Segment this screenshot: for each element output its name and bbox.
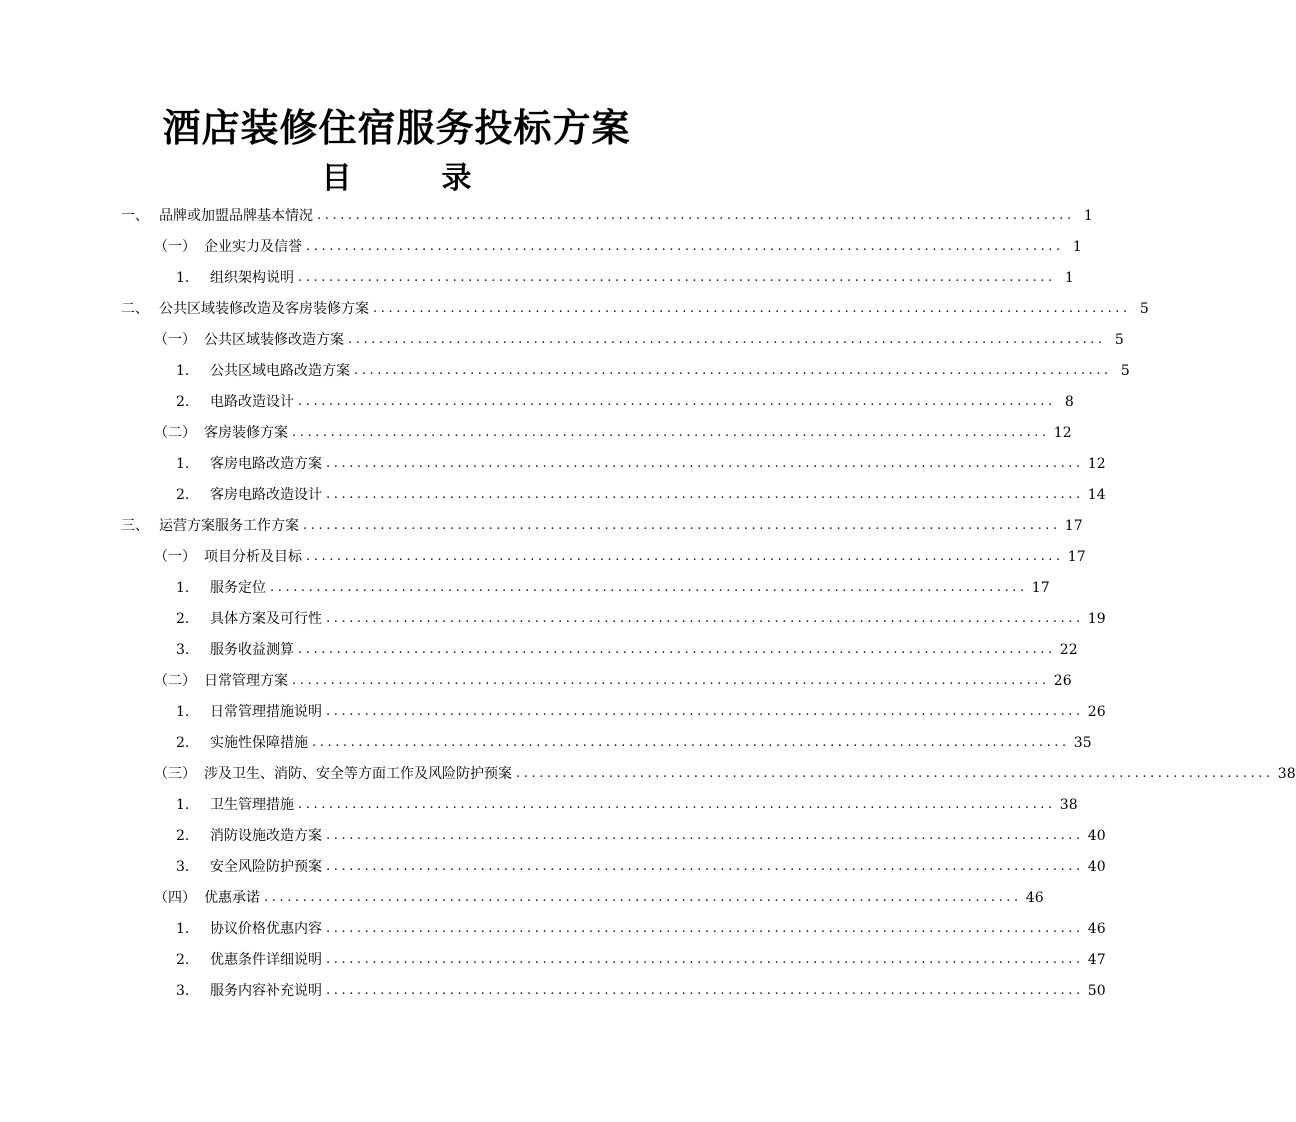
toc-page-number: 40 — [1087, 859, 1106, 875]
toc-number: 1. — [176, 704, 190, 720]
toc-entry-2-1-2[interactable] — [176, 390, 1074, 412]
toc-leader-dots: .................................................................................................. — [270, 580, 1028, 595]
toc-leader-dots: .................................................................................................. — [306, 239, 1064, 254]
toc-entry-2-2-1[interactable] — [176, 452, 1106, 474]
toc-page-number: 17 — [1064, 518, 1083, 534]
toc-leader-dots: .................................................................................................. — [264, 890, 1022, 905]
toc-title: 公共区域装修改造方案 — [204, 332, 344, 348]
toc-title: 日常管理措施说明 — [210, 704, 322, 720]
toc-page-number: 35 — [1073, 735, 1092, 751]
toc-title: 安全风险防护预案 — [210, 859, 322, 875]
toc-leader-dots: .................................................................................................. — [317, 208, 1075, 223]
document-title: 酒店装修住宿服务投标方案 — [162, 105, 631, 150]
toc-page-number: 5 — [1139, 301, 1149, 317]
toc-title: 服务定位 — [210, 580, 266, 596]
toc-leader-dots: .................................................................................................. — [354, 363, 1112, 378]
toc-leader-dots: .................................................................................................. — [298, 642, 1056, 657]
toc-entry-3-4-2[interactable] — [176, 948, 1106, 970]
toc-leader-dots: .................................................................................................. — [306, 549, 1064, 564]
toc-leader-dots: .................................................................................................. — [292, 673, 1050, 688]
toc-entry-1[interactable] — [121, 204, 1093, 226]
toc-page-number: 46 — [1025, 890, 1044, 906]
toc-title: 卫生管理措施 — [210, 797, 294, 813]
toc-leader-dots: .................................................................................................. — [303, 518, 1061, 533]
toc-leader-dots: .................................................................................................. — [326, 611, 1084, 626]
toc-entry-2-2[interactable] — [154, 421, 1072, 443]
toc-title: 消防设施改造方案 — [210, 828, 322, 844]
toc-page-number: 8 — [1064, 394, 1074, 410]
toc-leader-dots: .................................................................................................. — [298, 797, 1056, 812]
toc-entry-1-1[interactable] — [154, 235, 1082, 257]
toc-entry-2-1-1[interactable] — [176, 359, 1130, 381]
toc-entry-3-2-2[interactable] — [176, 731, 1092, 753]
toc-page-number: 40 — [1087, 828, 1106, 844]
toc-leader-dots: .................................................................................................. — [326, 983, 1084, 998]
toc-number: 二、 — [121, 301, 149, 317]
toc-page-number: 22 — [1059, 642, 1078, 658]
toc-title: 品牌或加盟品牌基本情况 — [159, 208, 313, 224]
toc-entry-3[interactable] — [121, 514, 1083, 536]
toc-page-number: 26 — [1087, 704, 1106, 720]
toc-leader-dots: .................................................................................................. — [516, 766, 1274, 781]
toc-entry-3-3-3[interactable] — [176, 855, 1106, 877]
toc-number: （三） — [154, 766, 196, 782]
toc-page-number: 38 — [1277, 766, 1296, 782]
toc-title: 协议价格优惠内容 — [210, 921, 322, 937]
toc-number: 3. — [176, 642, 190, 658]
toc-page-number: 1 — [1064, 270, 1074, 286]
toc-leader-dots: .................................................................................................. — [298, 270, 1056, 285]
toc-page-number: 5 — [1114, 332, 1124, 348]
toc-page-number: 46 — [1087, 921, 1106, 937]
toc-title: 公共区域装修改造及客房装修方案 — [159, 301, 369, 317]
toc-entry-3-1-3[interactable] — [176, 638, 1078, 660]
toc-number: （二） — [154, 673, 196, 689]
toc-number: （四） — [154, 890, 196, 906]
toc-number: 3. — [176, 983, 190, 999]
toc-entry-3-4[interactable] — [154, 886, 1044, 908]
toc-page-number: 38 — [1059, 797, 1078, 813]
toc-page-number: 14 — [1087, 487, 1106, 503]
toc-number: 2. — [176, 394, 190, 410]
toc-number: （一） — [154, 549, 196, 565]
toc-title: 服务内容补充说明 — [210, 983, 322, 999]
toc-title: 客房装修方案 — [204, 425, 288, 441]
toc-entry-3-3[interactable] — [154, 762, 1296, 784]
toc-page-number: 1 — [1072, 239, 1082, 255]
toc-title: 公共区域电路改造方案 — [210, 363, 350, 379]
toc-page-number: 19 — [1087, 611, 1106, 627]
toc-number: 2. — [176, 611, 190, 627]
toc-number: 一、 — [121, 208, 149, 224]
toc-number: 1. — [176, 580, 190, 596]
toc-page-number: 12 — [1087, 456, 1106, 472]
toc-number: 1. — [176, 363, 190, 379]
toc-leader-dots: .................................................................................................. — [326, 456, 1084, 471]
toc-page-number: 5 — [1120, 363, 1130, 379]
toc-entry-3-1-1[interactable] — [176, 576, 1050, 598]
toc-title: 电路改造设计 — [210, 394, 294, 410]
toc-page-number: 47 — [1087, 952, 1106, 968]
toc-title: 涉及卫生、消防、安全等方面工作及风险防护预案 — [204, 766, 512, 782]
toc-title: 优惠条件详细说明 — [210, 952, 322, 968]
toc-title: 客房电路改造方案 — [210, 456, 322, 472]
toc-entry-3-3-1[interactable] — [176, 793, 1078, 815]
toc-page-number: 1 — [1083, 208, 1093, 224]
toc-page-number: 50 — [1087, 983, 1106, 999]
toc-number: 1. — [176, 797, 190, 813]
toc-number: 2. — [176, 487, 190, 503]
toc-title: 实施性保障措施 — [210, 735, 308, 751]
toc-entry-3-1[interactable] — [154, 545, 1086, 567]
toc-entry-3-3-2[interactable] — [176, 824, 1106, 846]
toc-title: 项目分析及目标 — [204, 549, 302, 565]
toc-entry-3-4-1[interactable] — [176, 917, 1106, 939]
toc-page-number: 12 — [1053, 425, 1072, 441]
toc-entry-2-1[interactable] — [154, 328, 1124, 350]
toc-title: 组织架构说明 — [210, 270, 294, 286]
toc-number: 1. — [176, 921, 190, 937]
toc-number: （一） — [154, 239, 196, 255]
toc-number: 1. — [176, 456, 190, 472]
toc-number: 三、 — [121, 518, 149, 534]
toc-leader-dots: .................................................................................................. — [373, 301, 1131, 316]
toc-page-number: 26 — [1053, 673, 1072, 689]
toc-entry-3-2-1[interactable] — [176, 700, 1106, 722]
toc-title: 日常管理方案 — [204, 673, 288, 689]
toc-number: 2. — [176, 828, 190, 844]
toc-entry-3-2[interactable] — [154, 669, 1072, 691]
toc-page-number: 17 — [1067, 549, 1086, 565]
toc-title: 优惠承诺 — [204, 890, 260, 906]
toc-leader-dots: .................................................................................................. — [298, 394, 1056, 409]
toc-entry-2-2-2[interactable] — [176, 483, 1106, 505]
toc-leader-dots: .................................................................................................. — [292, 425, 1050, 440]
toc-number: 2. — [176, 735, 190, 751]
toc-leader-dots: .................................................................................................. — [326, 704, 1084, 719]
toc-title: 服务收益测算 — [210, 642, 294, 658]
toc-leader-dots: .................................................................................................. — [326, 952, 1084, 967]
toc-leader-dots: .................................................................................................. — [326, 828, 1084, 843]
toc-leader-dots: .................................................................................................. — [326, 859, 1084, 874]
toc-number: （一） — [154, 332, 196, 348]
toc-title: 客房电路改造设计 — [210, 487, 322, 503]
toc-leader-dots: .................................................................................................. — [348, 332, 1106, 347]
toc-number: 3. — [176, 859, 190, 875]
toc-entry-1-1-1[interactable] — [176, 266, 1074, 288]
toc-number: （二） — [154, 425, 196, 441]
toc-title: 具体方案及可行性 — [210, 611, 322, 627]
toc-page-number: 17 — [1031, 580, 1050, 596]
toc-entry-3-1-2[interactable] — [176, 607, 1106, 629]
toc-number: 1. — [176, 270, 190, 286]
toc-title: 运营方案服务工作方案 — [159, 518, 299, 534]
toc-leader-dots: .................................................................................................. — [326, 921, 1084, 936]
toc-leader-dots: .................................................................................................. — [312, 735, 1070, 750]
toc-leader-dots: .................................................................................................. — [326, 487, 1084, 502]
toc-entry-2[interactable] — [121, 297, 1149, 319]
toc-heading: 目 录 — [321, 161, 502, 196]
toc-number: 2. — [176, 952, 190, 968]
toc-title: 企业实力及信誉 — [204, 239, 302, 255]
toc-entry-3-4-3[interactable] — [176, 979, 1106, 1001]
